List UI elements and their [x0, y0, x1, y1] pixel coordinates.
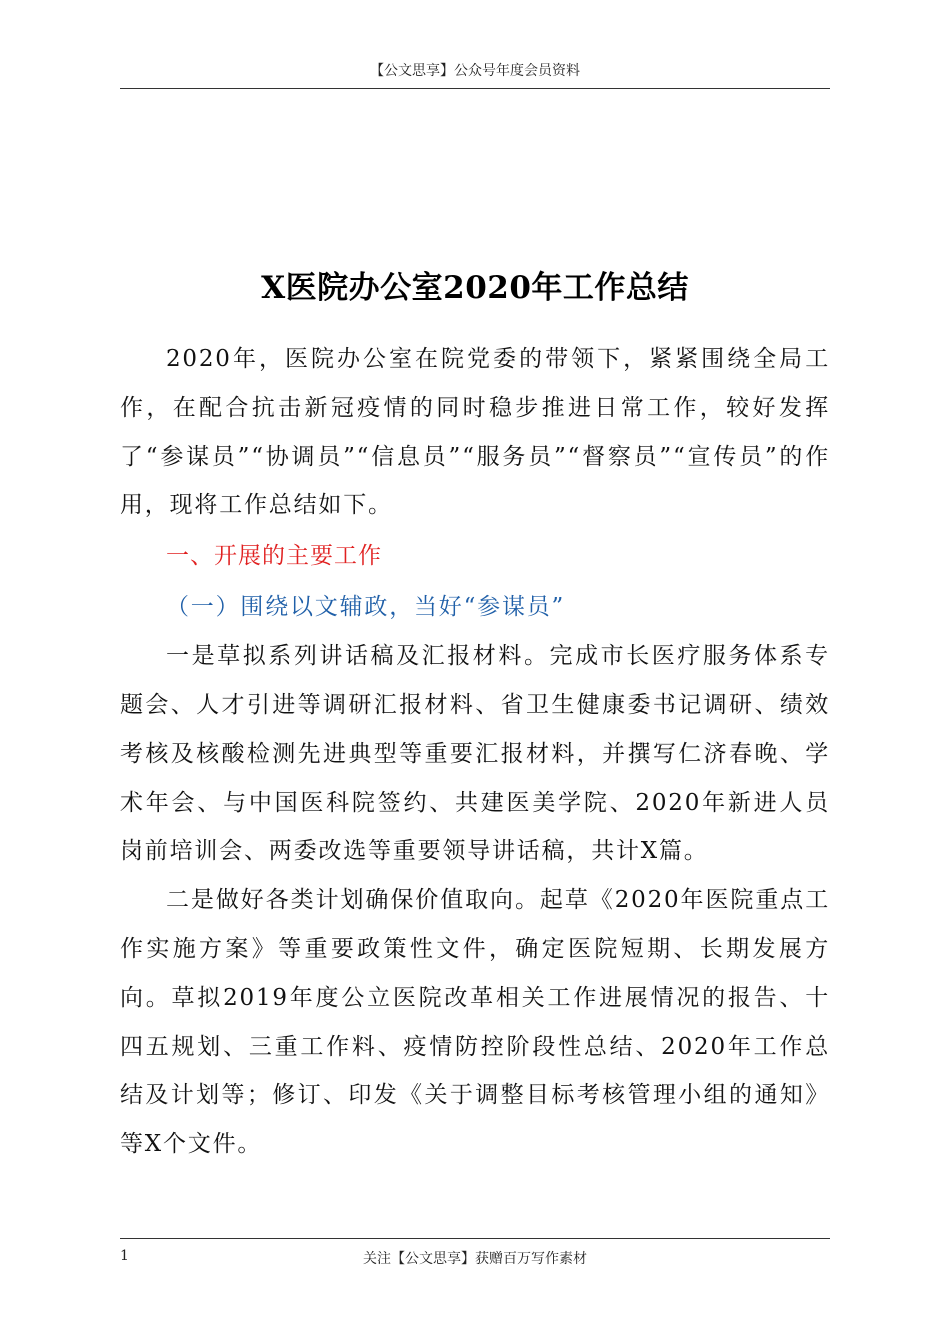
page-footer: 关注【公文思享】获赠百万写作素材	[363, 1251, 587, 1267]
subsection-heading: （一）围绕以文辅政，当好“参谋员”	[166, 594, 566, 621]
intro-paragraph: 2020年，医院办公室在院党委的带领下，紧紧围绕全局工作，在配合抗击新冠疫情的同时稳步推进日常工作，较好发挥了“参谋员”“协调员”“信息员”“服务员”“督察员”“宣传员”的作用，现将工作总结如下。	[120, 346, 830, 519]
page-number: 1	[120, 1248, 129, 1264]
page-header: 【公文思享】公众号年度会员资料	[370, 63, 580, 79]
footer-divider	[120, 1238, 830, 1239]
body-paragraph: 二是做好各类计划确保价值取向。起草《2020年医院重点工作实施方案》等重要政策性文件，确定医院短期、长期发展方向。草拟2019年度公立医院改革相关工作进展情况的报告、十四五规划、三重工作料、疫情防控阶段性总结、2020年工作总结及计划等；修订、印发《关于调整目标考核管理小组的通知》等X个文件。	[120, 887, 830, 1158]
section-heading: 一、开展的主要工作	[166, 543, 382, 570]
body-paragraph: 一是草拟系列讲话稿及汇报材料。完成市长医疗服务体系专题会、人才引进等调研汇报材料、省卫生健康委书记调研、绩效考核及核酸检测先进典型等重要汇报材料，并撰写仁济春晚、学术年会、与中国医科院签约、共建医美学院、2020年新进人员岗前培训会、两委改选等重要领导讲话稿，共计X篇。	[120, 643, 830, 865]
header-divider	[120, 88, 830, 89]
document-body	[120, 335, 830, 1169]
document-title: X医院办公室2020年工作总结	[261, 270, 689, 306]
